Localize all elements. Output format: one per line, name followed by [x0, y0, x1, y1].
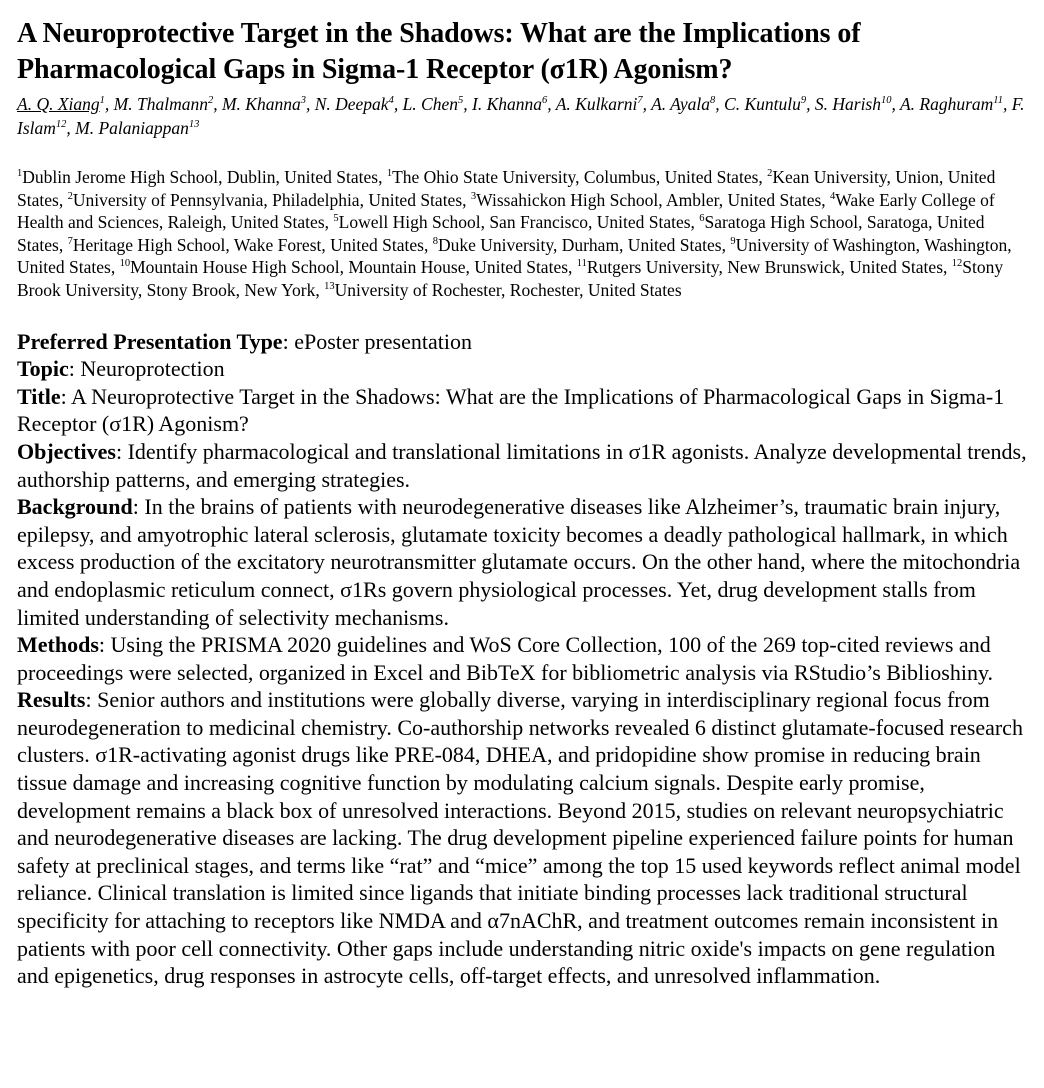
field-value: Neuroprotection [80, 356, 225, 382]
affiliation-text: Lowell High School, San Francisco, United States [338, 212, 691, 233]
affiliation [17, 167, 378, 187]
affiliation [68, 190, 463, 210]
affiliation [324, 280, 682, 300]
author-name: C. Kuntulu [724, 94, 801, 114]
author-sup: 8 [710, 95, 716, 107]
field-results: Results: Senior authors and institutions were globally diverse, varying in interdisciplinary regional focus from neurodegeneration to medicinal chemistry. Co-authorship networks revealed 6 distinct glutamate-focused research clusters. σ1R-activating agonist drugs like PRE-084, DHEA, and pridopidine show promise in reducing brain tissue damage and increasing cognitive function by modulating calcium signals. Despite early promise, development remains a black box of unresolved interactions. Beyond 2015, studies on relevant neuropsychiatric and neurodegenerative diseases are lacking. The drug development pipeline experienced failure points for human safety at preclinical stages, and terms like “rat” and “mice” among the top 15 used keywords reflect animal model reliance. Clinical translation is limited since ligands that initiate binding processes lack traditional structural specificity for attaching to receptors like NMDA and α7nAChR, and treatment outcomes remain inconsistent in patients with poor cell connectivity. Other gaps include understanding nitric oxide's impacts on gene regulation and epigenetics, drug responses in astrocyte cells, off-target effects, and unresolved inflammation. [17, 687, 1023, 989]
field-label: Topic [17, 356, 69, 382]
field-label: Results [17, 687, 86, 713]
affiliation [433, 235, 722, 255]
author [315, 94, 394, 114]
affiliation-text: Wissahickon High School, Ambler, United States [476, 189, 822, 210]
affiliation [471, 190, 821, 210]
author [900, 94, 1003, 114]
affiliation-sup: 5 [333, 213, 339, 225]
affiliation-text: Kean University, Union, United States [17, 167, 996, 210]
author-sup: 10 [881, 95, 892, 107]
affiliation-text: Heritage High School, Wake Forest, United States [72, 234, 424, 255]
affiliation [333, 212, 690, 232]
field-label: Title [17, 383, 61, 409]
affiliation-text: Wake Early College of Health and Sciences, Raleigh, United States [17, 189, 995, 233]
author [75, 118, 199, 138]
affiliation-text: University of Rochester, Rochester, United States [334, 279, 682, 300]
field-methods: Methods: Using the PRISMA 2020 guidelines and WoS Core Collection, 100 of the 269 top-cited reviews and proceedings were selected, organized in Excel and BibTeX for bibliometric analysis via RStudio’s Biblioshiny. [17, 632, 994, 685]
author-sup: 4 [388, 95, 394, 107]
author-name: A. Raghuram [899, 94, 994, 114]
abstract-body [17, 328, 1027, 990]
abstract-title: A Neuroprotective Target in the Shadows: What are the Implications of Pharmacological Gaps in Sigma-1 Receptor (σ1R) Agonism? [17, 18, 861, 85]
author-list: A. Q. Xiang$^1$, M. Thalmann$^2$, M. Khanna$^3$, N. Deepak$^4$, L. Chen$^5$, I. Khanna$^6$, A. Kulkarni$^7$, A. Ayala$^8$, C. Kuntulu$^9$, S. Harish$^{10}$, A. Raghuram$^{11}$, F. Islam$^{12}$, M. Palaniappan$^{13}$ [17, 94, 1025, 138]
affiliation-text: Dublin Jerome High School, Dublin, United States [22, 167, 379, 187]
field-value: In the brains of patients with neurodegenerative diseases like Alzheimer’s, traumatic brain injury, epilepsy, and amyotrophic lateral sclerosis, glutamate toxicity becomes a deadly pathological hallmark, in which excess production of the excitatory neurotransmitter glutamate occurs. On the other hand, where the mitochondria and endoplasmic reticulum connect, σ1Rs govern physiological processes. Yet, drug development stalls from limited understanding of selectivity mechanisms. [17, 494, 1021, 630]
field-label: Methods [17, 632, 99, 658]
author [222, 94, 306, 114]
author-sup: 13 [188, 119, 200, 131]
author-sup: 5 [458, 95, 464, 107]
author-name: M. Khanna [221, 94, 301, 114]
affiliation-sup: 12 [951, 258, 963, 270]
affiliation [577, 257, 943, 277]
affiliation-sup: 13 [324, 281, 335, 293]
author-sup: 1 [99, 95, 105, 107]
affiliation-sup: 1 [386, 168, 393, 180]
author [556, 94, 643, 114]
author-sup: 11 [993, 95, 1003, 107]
author-sup: 9 [800, 95, 807, 107]
field-presentation-type: Preferred Presentation Type: ePoster presentation [17, 328, 472, 354]
affiliation-sup: 11 [576, 258, 587, 270]
author [724, 94, 806, 114]
field-label: Background [17, 494, 133, 520]
author [403, 94, 464, 114]
author [815, 94, 892, 114]
affiliation-sup: 8 [432, 235, 438, 247]
author-name: F. Islam [17, 94, 1025, 138]
field-value: Using the PRISMA 2020 guidelines and WoS Core Collection, 100 of the 269 top-cited reviews and proceedings were selected, organized in Excel and BibTeX for bibliometric analysis via RStudio’s Biblioshiny. [17, 632, 994, 685]
affiliation-text: Saratoga High School, Saratoga, United States [17, 212, 985, 255]
field-value: A Neuroprotective Target in the Shadows: What are the Implications of Pharmacological Gaps in Sigma-1 Receptor (σ1R) Agonism? [17, 383, 1005, 437]
author-sup: 7 [637, 95, 643, 107]
affiliation [68, 235, 424, 255]
author-sup: 6 [542, 95, 548, 107]
field-label: Objectives [17, 438, 116, 464]
affiliation-text: University of Washington, Washington, United States [17, 234, 1012, 278]
affiliation-sup: 2 [767, 168, 773, 180]
field-title: Title: A Neuroprotective Target in the Shadows: What are the Implications of Pharmacological Gaps in Sigma-1 Receptor (σ1R) Agonism? [17, 383, 1005, 437]
affiliation-text: The Ohio State University, Columbus, United States [392, 167, 759, 187]
affiliation-text: Rutgers University, New Brunswick, United States [586, 257, 944, 278]
author [472, 94, 547, 114]
affiliation-text: University of Pennsylvania, Philadelphia, United States [72, 189, 463, 210]
author-sup: 2 [207, 95, 214, 107]
affiliation-text: Duke University, Durham, United States [437, 234, 722, 255]
affiliation-sup: 9 [730, 235, 736, 247]
affiliation [120, 257, 568, 277]
affiliation-sup: 7 [67, 235, 73, 247]
affiliation-text: Mountain House High School, Mountain House, United States [130, 257, 569, 278]
author [114, 94, 214, 114]
affiliation-list: $^1$Dublin Jerome High School, Dublin, United States, $^1$The Ohio State University, Columbus, United States, $^2$Kean University, Union, United States, $^2$University of Pennsylvania, Philadelphia, United States, $^3$Wissahickon High School, Ambler, United States, $^4$Wake Early College of Health and Sciences, Raleigh, United States, $^5$Lowell High School, San Francisco, United States, $^6$Saratoga High School, Saratoga, United States, $^7$Heritage High School, Wake Forest, United States, $^8$Duke University, Durham, United States, $^9$University of Washington, Washington, United States, $^{10}$Mountain House High School, Mountain House, United States, $^{11}$Rutgers University, New Brunswick, United States, $^{12}$Stony Brook University, Stony Brook, New York, $^{13}$University of Rochester, Rochester, United States [17, 167, 1012, 300]
author-name: A. Ayala [651, 94, 711, 114]
author-name: A. Q. Xiang [17, 94, 100, 114]
field-value: ePoster presentation [294, 328, 472, 354]
author-name: M. Palaniappan [75, 118, 189, 138]
affiliation-sup: 4 [830, 190, 836, 202]
affiliation-text: Stony Brook University, Stony Brook, New York [17, 257, 1004, 300]
affiliation-sup: 6 [699, 213, 705, 225]
author-sup: 3 [300, 95, 306, 107]
author [17, 94, 105, 114]
affiliation-sup: 2 [67, 190, 73, 202]
author-sup: 12 [55, 119, 67, 131]
author-name: S. Harish [814, 94, 881, 114]
field-value: Senior authors and institutions were globally diverse, varying in interdisciplinary regional focus from neurodegeneration to medicinal chemistry. Co-authorship networks revealed 6 distinct glutamate-focused research clusters. σ1R-activating agonist drugs like PRE-084, DHEA, and pridopidine show promise in reducing brain tissue damage and increasing cognitive function by modulating calcium signals. Despite early promise, development remains a black box of unresolved interactions. Beyond 2015, studies on relevant neuropsychiatric and neurodegenerative diseases are lacking. The drug development pipeline experienced failure points for human safety at preclinical stages, and terms like “rat” and “mice” among the top 15 used keywords reflect animal model reliance. Clinical translation is limited since ligands that initiate binding processes lack traditional structural specificity for attaching to receptors like NMDA and α7nAChR, and treatment outcomes remain inconsistent in patients with poor cell connectivity. Other gaps include understanding nitric oxide's impacts on gene regulation and epigenetics, drug responses in astrocyte cells, off-target effects, and unresolved inflammation. [17, 687, 1023, 989]
author [651, 94, 715, 114]
author-name: I. Khanna [472, 94, 543, 114]
author-name: N. Deepak [314, 94, 389, 114]
affiliation-sup: 10 [119, 258, 131, 270]
field-background: Background: In the brains of patients with neurodegenerative diseases like Alzheimer’s, traumatic brain injury, epilepsy, and amyotrophic lateral sclerosis, glutamate toxicity becomes a deadly pathological hallmark, in which excess production of the excitatory neurotransmitter glutamate occurs. On the other hand, where the mitochondria and endoplasmic reticulum connect, σ1Rs govern physiological processes. Yet, drug development stalls from limited understanding of selectivity mechanisms. [17, 494, 1021, 630]
field-objectives: Objectives: Identify pharmacological and translational limitations in σ1R agonists. Analyze developmental trends, authorship patterns, and emerging strategies. [17, 438, 1027, 492]
affiliation [387, 167, 759, 187]
author-name: A. Kulkarni [555, 94, 638, 114]
field-value: Identify pharmacological and translational limitations in σ1R agonists. Analyze developmental trends, authorship patterns, and emerging strategies. [17, 438, 1027, 492]
author-name: L. Chen [402, 94, 459, 114]
field-topic: Topic: Neuroprotection [17, 356, 225, 382]
affiliation-sup: 1 [17, 168, 23, 180]
author-name: M. Thalmann [113, 94, 208, 114]
affiliation-sup: 3 [470, 190, 477, 202]
field-label: Preferred Presentation Type [17, 328, 283, 354]
